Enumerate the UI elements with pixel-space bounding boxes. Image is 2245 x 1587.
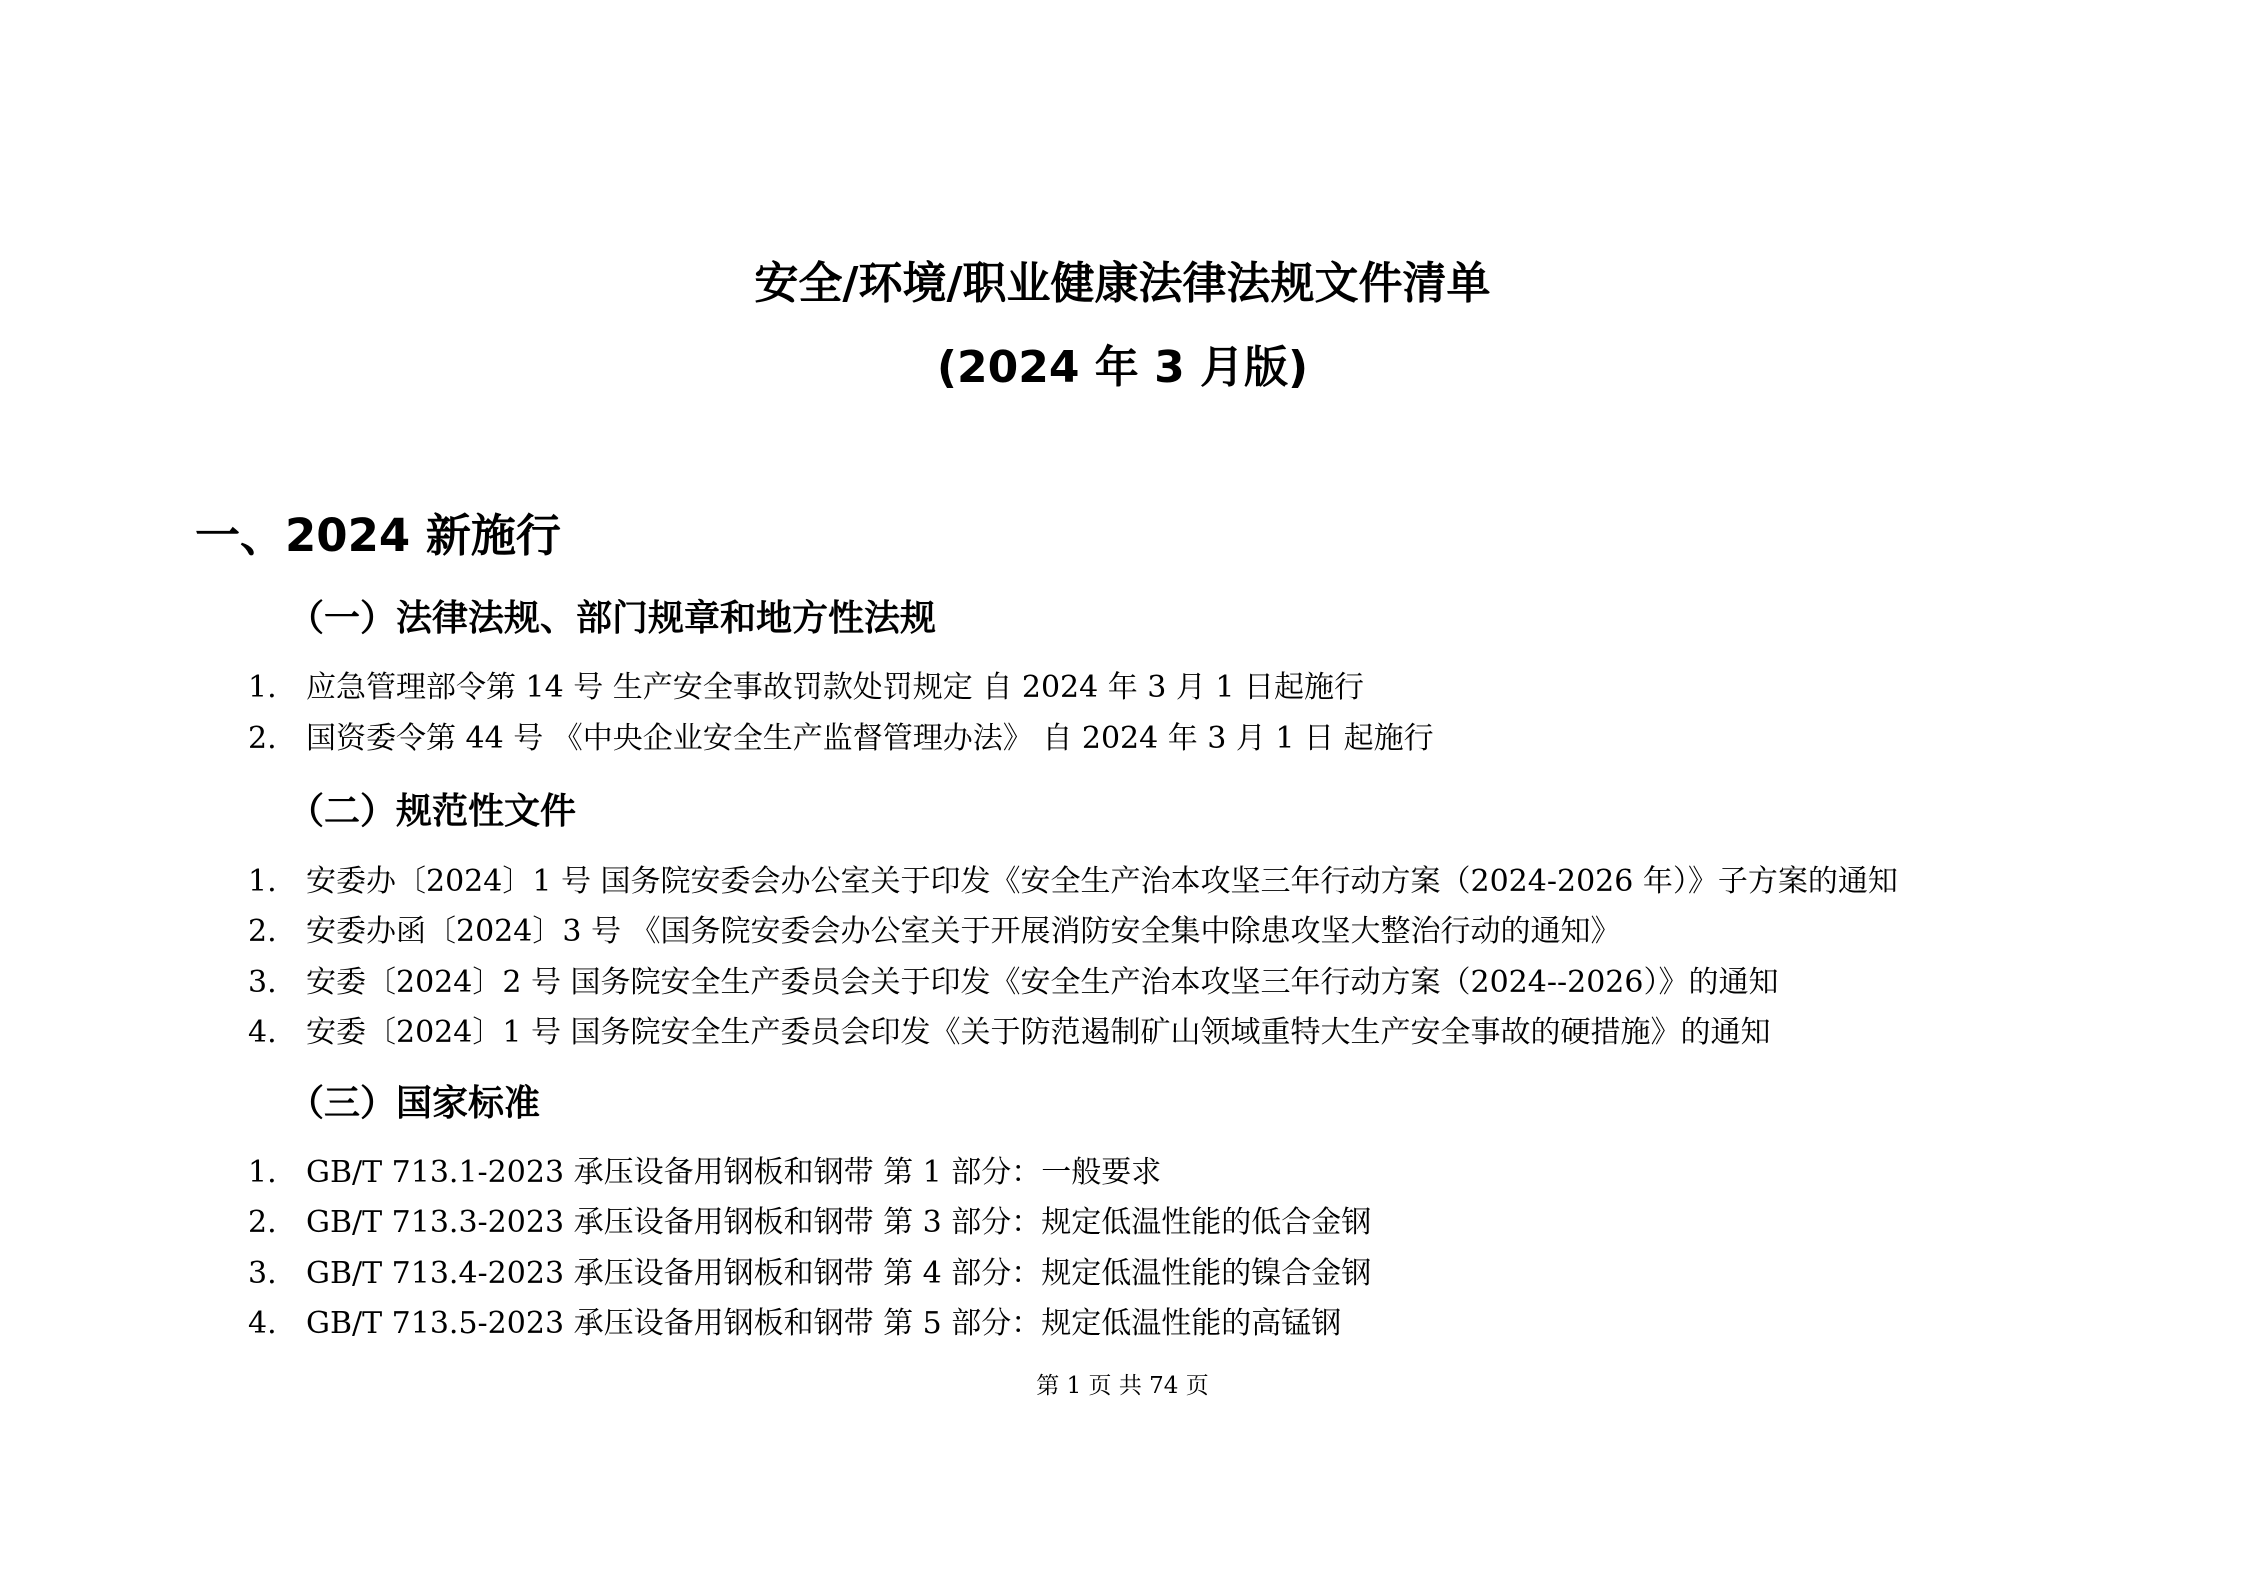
list-item-text: 安委〔2024〕2 号 国务院安全生产委员会关于印发《安全生产治本攻坚三年行动方案（2024--2026）》的通知: [306, 965, 1779, 1000]
list-item-number: 2.: [248, 721, 277, 756]
list-item: [248, 1205, 1372, 1240]
list-item-number: 2.: [248, 914, 277, 949]
subsection-heading-normative-docs: （二）规范性文件: [288, 790, 577, 832]
list-item-text: GB/T 713.4-2023 承压设备用钢板和钢带 第 4 部分：规定低温性能的镍合金钢: [306, 1256, 1372, 1291]
list-item-text: GB/T 713.5-2023 承压设备用钢板和钢带 第 5 部分：规定低温性能的高锰钢: [306, 1306, 1342, 1341]
list-item: [248, 1256, 1372, 1291]
list-item-text: 安委办〔2024〕1 号 国务院安委会办公室关于印发《安全生产治本攻坚三年行动方案（2024-2026 年）》子方案的通知: [306, 864, 1898, 899]
list-item: [248, 721, 1434, 756]
list-item-number: 4.: [248, 1015, 277, 1050]
section-heading: 一、2024 新施行: [195, 509, 561, 562]
list-item-number: 1.: [248, 670, 277, 705]
list-item: [248, 914, 1621, 949]
list-item-text: 安委办函〔2024〕3 号 《国务院安委会办公室关于开展消防安全集中除患攻坚大整治行动的通知》: [306, 914, 1621, 949]
subsection-heading-national-standards: （三）国家标准: [288, 1082, 541, 1124]
list-item: [248, 965, 1779, 1000]
page-number-footer: 第 1 页 共 74 页: [1036, 1373, 1209, 1399]
list-item-number: 1.: [248, 864, 277, 899]
list-item: [248, 1155, 1162, 1190]
subsection-heading-laws: （一）法律法规、部门规章和地方性法规: [288, 597, 937, 639]
list-item-number: 3.: [248, 1256, 277, 1291]
list-item-text: 国资委令第 44 号 《中央企业安全生产监督管理办法》 自 2024 年 3 月 1 日 起施行: [306, 721, 1434, 756]
list-item-text: 应急管理部令第 14 号 生产安全事故罚款处罚规定 自 2024 年 3 月 1 日起施行: [306, 670, 1365, 705]
list-item-text: GB/T 713.1-2023 承压设备用钢板和钢带 第 1 部分：一般要求: [306, 1155, 1162, 1190]
list-item-text: 安委〔2024〕1 号 国务院安全生产委员会印发《关于防范遏制矿山领域重特大生产安全事故的硬措施》的通知: [306, 1015, 1771, 1050]
list-item: [248, 1306, 1342, 1341]
list-item-number: 3.: [248, 965, 277, 1000]
list-item-number: 1.: [248, 1155, 277, 1190]
list-item-text: GB/T 713.3-2023 承压设备用钢板和钢带 第 3 部分：规定低温性能的低合金钢: [306, 1205, 1372, 1240]
document-version: (2024 年 3 月版): [936, 342, 1309, 393]
document-title: 安全/环境/职业健康法律法规文件清单: [754, 258, 1491, 309]
list-item-number: 4.: [248, 1306, 277, 1341]
list-item: [248, 1015, 1771, 1050]
list-item: [248, 864, 1898, 899]
list-item-number: 2.: [248, 1205, 277, 1240]
list-item: [248, 670, 1365, 705]
